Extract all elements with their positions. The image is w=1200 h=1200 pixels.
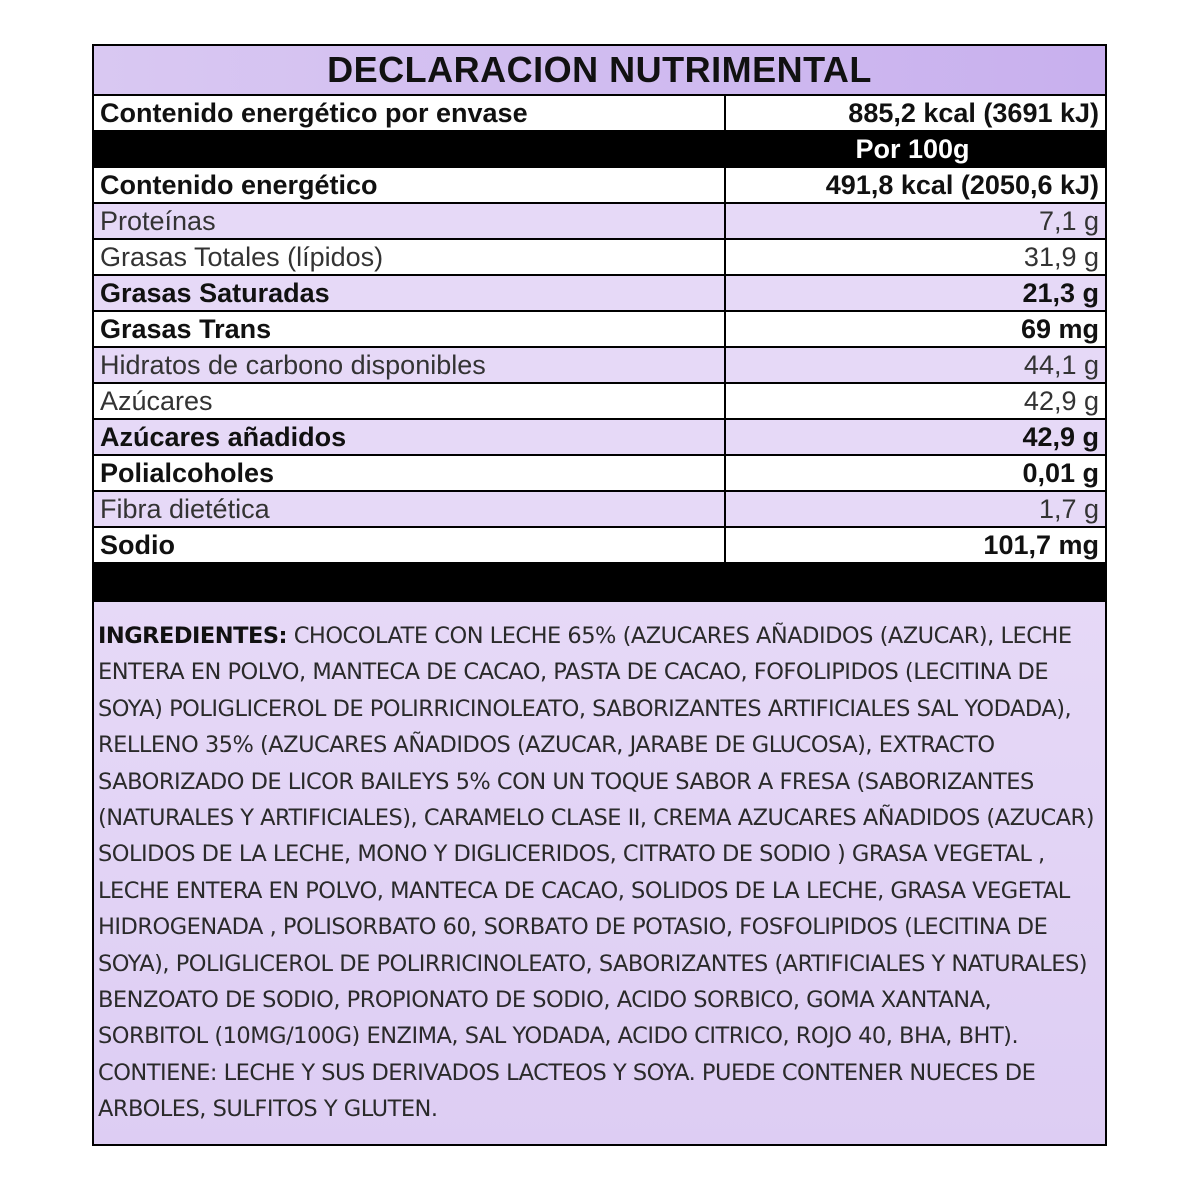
nutrient-row-energy — [94, 168, 1105, 204]
row-value: 0,01 g — [1022, 457, 1099, 488]
column-header: Por 100g — [855, 133, 970, 164]
row-label: Azúcares — [94, 384, 726, 418]
row-label: Grasas Trans — [94, 312, 726, 346]
nutrient-row-sugars — [94, 384, 1105, 420]
row-value: 21,3 g — [1022, 277, 1099, 308]
row-label: Contenido energético — [94, 168, 726, 202]
nutrient-row-saturated-fat — [94, 276, 1105, 312]
row-value: 42,9 g — [1023, 385, 1099, 416]
row-value: 31,9 g — [1023, 241, 1099, 272]
separator-bar — [94, 564, 1105, 602]
nutrient-row-sodium — [94, 528, 1105, 564]
nutrient-row-polyols — [94, 456, 1105, 492]
nutrition-label — [92, 44, 1107, 1146]
row-label: Azúcares añadidos — [94, 420, 726, 454]
nutrient-row-total-fat — [94, 240, 1105, 276]
ingredients-label: INGREDIENTES: — [98, 623, 288, 649]
row-label: Proteínas — [94, 204, 726, 238]
row-value: 44,1 g — [1023, 349, 1099, 380]
nutrient-row-carbohydrates — [94, 348, 1105, 384]
nutrient-row-fiber — [94, 492, 1105, 528]
energy-per-package-row — [94, 96, 1105, 132]
ingredients-text: CHOCOLATE CON LECHE 65% (AZUCARES AÑADIDOS (AZUCAR), LECHE ENTERA EN POLVO, MANTECA DE CACAO, PASTA DE CACAO, FOFOLIPIDOS (LECITINA DE SOYA) POLIGLICEROL DE POLIRRICINOLEATO, SABORIZANTES ARTIFICIALES SAL YODADA), RELLENO 35% (AZUCARES AÑADIDOS (AZUCAR, JARABE DE GLUCOSA), EXTRACTO SABORIZADO DE LICOR BAILEYS 5% CON UN TOQUE SABOR A FRESA (SABORIZANTES (NATURALES Y ARTIFICIALES), CARAMELO CLASE II, CREMA AZUCARES AÑADIDOS (AZUCAR) SOLIDOS DE LA LECHE, MONO Y DIGLICERIDOS, CITRATO DE SODIO ) GRASA VEGETAL , LECHE ENTERA EN POLVO, MANTECA DE CACAO, SOLIDOS DE LA LECHE, GRASA VEGETAL HIDROGENADA , POLISORBATO 60, SORBATO DE POTASIO, FOSFOLIPIDOS (LECITINA DE SOYA), POLIGLICEROL DE POLIRRICINOLEATO, SABORIZANTES (ARTIFICIALES Y NATURALES) BENZOATO DE SODIO, PROPIONATO DE SODIO, ACIDO SORBICO, GOMA XANTANA, SORBITOL (10MG/100G) ENZIMA, SAL YODADA, ACIDO CITRICO, ROJO 40, BHA, BHT). CONTIENE: LECHE Y SUS DERIVADOS LACTEOS Y SOYA. PUEDE CONTENER NUECES DE ARBOLES, SULFITOS Y GLUTEN. — [98, 623, 1094, 1123]
nutrient-row-proteins — [94, 204, 1105, 240]
column-header-empty — [94, 132, 726, 166]
row-value: 1,7 g — [1038, 493, 1099, 524]
row-label: Hidratos de carbono disponibles — [94, 348, 726, 382]
label-title: DECLARACION NUTRIMENTAL — [94, 46, 1105, 96]
column-header-row — [94, 132, 1105, 168]
row-label: Contenido energético por envase — [94, 96, 726, 130]
nutrient-row-trans-fat — [94, 312, 1105, 348]
row-label: Fibra dietética — [94, 492, 726, 526]
row-value: 885,2 kcal (3691 kJ) — [848, 97, 1099, 128]
row-value: 69 mg — [1020, 313, 1099, 344]
row-label: Sodio — [94, 528, 726, 562]
ingredients-block — [94, 602, 1105, 1144]
row-value: 7,1 g — [1038, 205, 1099, 236]
row-label: Grasas Totales (lípidos) — [94, 240, 726, 274]
row-value: 491,8 kcal (2050,6 kJ) — [825, 169, 1099, 200]
row-value: 42,9 g — [1022, 421, 1099, 452]
row-value: 101,7 mg — [983, 529, 1099, 560]
nutrient-row-added-sugars — [94, 420, 1105, 456]
row-label: Polialcoholes — [94, 456, 726, 490]
row-label: Grasas Saturadas — [94, 276, 726, 310]
